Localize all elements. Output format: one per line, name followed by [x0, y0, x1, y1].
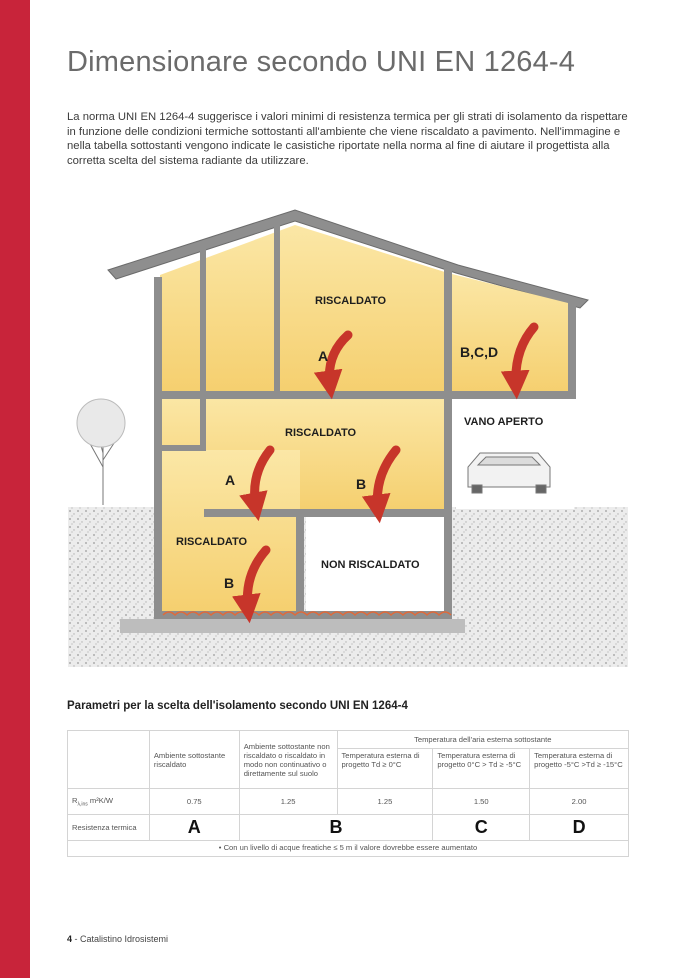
r-value-td0: 1.25: [337, 789, 433, 815]
arrow-label-top-right: B,C,D: [460, 344, 499, 360]
arrow-label-middle-right: B: [356, 476, 367, 492]
table-row-r: [68, 789, 629, 815]
house-illustration: [68, 205, 628, 675]
label-unheated: NON RISCALDATO: [321, 559, 420, 571]
accent-sidebar: [0, 0, 30, 978]
arrow-label-top-left: A: [318, 348, 329, 364]
label-middle-heated: RISCALDATO: [285, 427, 357, 439]
row-resistance-label: Resistenza termica: [68, 815, 150, 841]
r-value-td-minus5: 1.50: [433, 789, 530, 815]
page-footer: [67, 934, 168, 944]
footer-separator: -: [72, 934, 81, 944]
page-number: 4: [67, 934, 73, 944]
footer-text: Catalistino Idrosistemi: [80, 934, 169, 944]
label-lower-heated: RISCALDATO: [176, 536, 248, 548]
car-drawing: [468, 453, 550, 493]
r-value-unheated: 1.25: [239, 789, 337, 815]
label-top-heated: RISCALDATO: [315, 295, 387, 307]
arrow-label-middle-left: A: [225, 472, 236, 488]
intro-paragraph: La norma UNI EN 1264-4 suggerisce i valori minimi di resistenza termica per gli strati di isolamento da rispettare in funzione delle condizioni termiche sottostanti all'ambiente che viene riscaldato a pavimento. Nell'immagine e nella tabella sottostanti vengono indicate le casistiche riportate nella norma al fine di aiutare il progettista alla corretta scelta del sistema radiante da utilizzare.: [67, 111, 628, 167]
table-title: Parametri per la scelta dell'isolamento secondo UNI EN 1264-4: [67, 700, 408, 712]
row-r-label: $R_{\lambda,ins}$ m²K/W: [68, 789, 150, 815]
arrow-label-bottom: B: [224, 575, 235, 591]
page-title: Dimensionare secondo UNI EN 1264-4: [67, 46, 576, 78]
r-value-heated: 0.75: [149, 789, 239, 815]
subheader-td-minus15: Temperatura esterna di progetto -5°C >Td ≥ -15°C: [530, 749, 629, 789]
table-note: • Con un livello di acque freatiche ≤ 5 m il valore dovrebbe essere aumentato: [68, 841, 629, 857]
resistance-c: C: [433, 815, 530, 841]
subheader-td-minus5: Temperatura esterna di progetto 0°C > Td ≥ -5°C: [433, 749, 530, 789]
subheader-td-0: Temperatura esterna di progetto Td ≥ 0°C: [337, 749, 433, 789]
base-slab: [120, 619, 465, 633]
header-heated: Ambiente sottostante riscaldato: [149, 731, 239, 789]
tree-drawing: [77, 399, 125, 505]
resistance-d: D: [530, 815, 629, 841]
table-row-resistance: [68, 815, 629, 841]
resistance-b: B: [239, 815, 433, 841]
r-value-td-minus15: 2.00: [530, 789, 629, 815]
label-open-space: VANO APERTO: [464, 416, 544, 428]
parameters-table: [67, 730, 629, 857]
header-unheated: Ambiente sottostante non riscaldato o riscaldato in modo non continuativo o direttamente sul suolo: [239, 731, 337, 789]
table-corner-cell: [68, 731, 150, 789]
header-external: Temperatura dell'aria esterna sottostante: [337, 731, 629, 749]
resistance-a: A: [149, 815, 239, 841]
